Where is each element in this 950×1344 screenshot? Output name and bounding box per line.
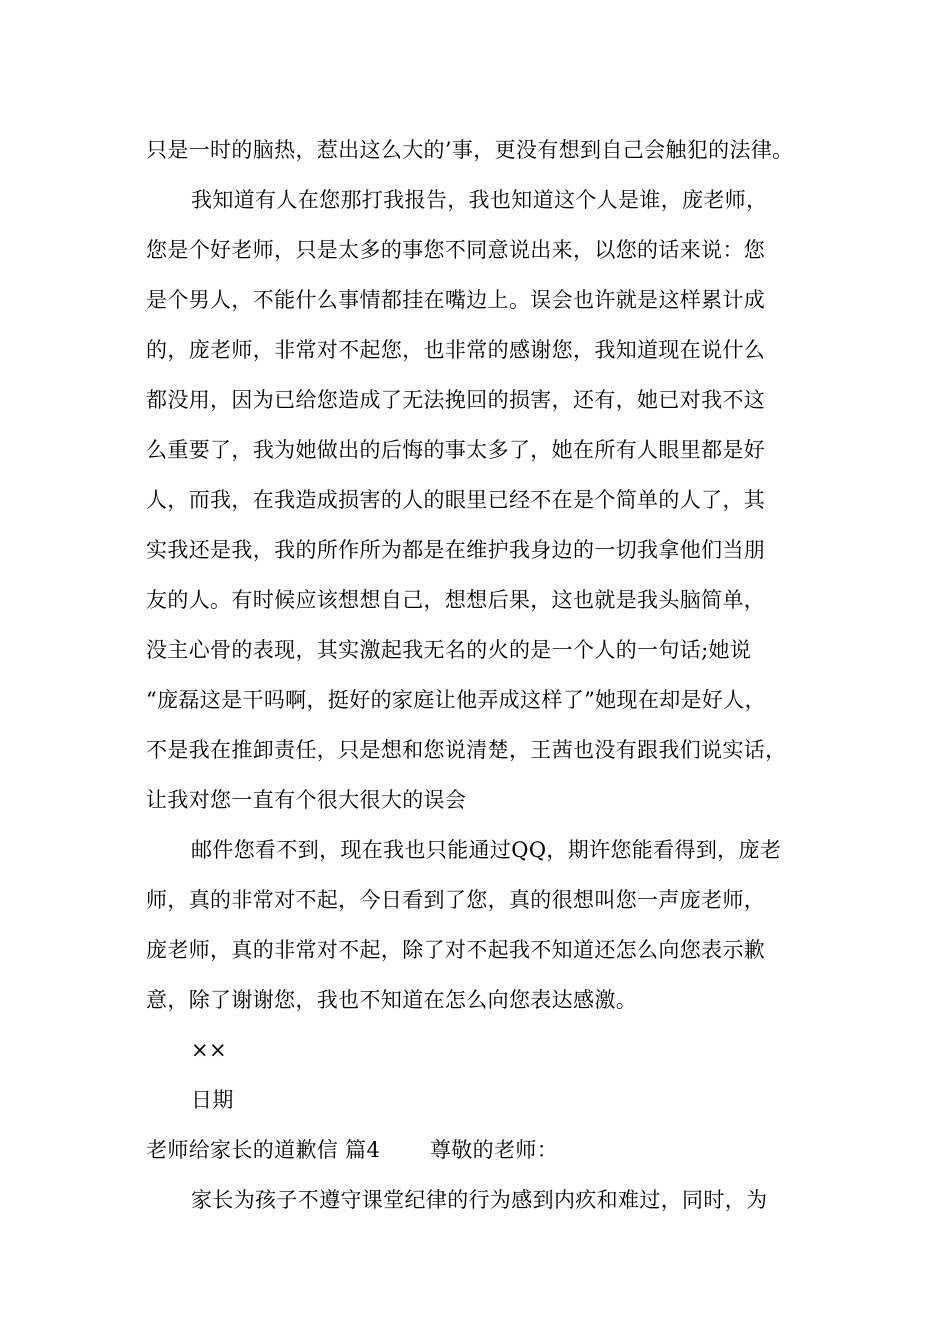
paragraph-line: 让我对您一直有个很大很大的误会 (146, 788, 467, 812)
section-heading: 老师给家长的道歉信 篇4 尊敬的老师： (146, 1138, 559, 1162)
date-label: 日期 (191, 1088, 234, 1112)
paragraph-line: 人，而我，在我造成损害的人的眼里已经不在是个简单的人了，其 (146, 488, 766, 512)
paragraph-line: 邮件您看不到，现在我也只能通过QQ，期许您能看得到，庞老 (191, 838, 782, 862)
paragraph-line: 都没用，因为已给您造成了无法挽回的损害，还有，她已对我不这 (146, 388, 766, 412)
paragraph-line: 友的人。有时候应该想想自己，想想后果，这也就是我头脑简单， (146, 588, 766, 612)
paragraph-line: 我知道有人在您那打我报告，我也知道这个人是谁，庞老师， (191, 188, 768, 212)
paragraph-line: 么重要了，我为她做出的后悔的事太多了，她在所有人眼里都是好 (146, 438, 766, 462)
paragraph-line: 只是一时的脑热，惹出这么大的’事，更没有想到自己会触犯的法律。 (146, 138, 794, 162)
paragraph-line: 是个男人，不能什么事情都挂在嘴边上。误会也许就是这样累计成 (146, 288, 766, 312)
paragraph-line: 意，除了谢谢您，我也不知道在怎么向您表达感激。 (146, 988, 638, 1012)
signature-placeholder: ×× (191, 1038, 227, 1062)
paragraph-line: 庞老师，真的非常对不起，除了对不起我不知道还怎么向您表示歉 (146, 938, 766, 962)
paragraph-line: 您是个好老师，只是太多的事您不同意说出来，以您的话来说：您 (146, 238, 766, 262)
paragraph-line: 实我还是我，我的所作所为都是在维护我身边的一切我拿他们当朋 (146, 538, 766, 562)
paragraph-line: 不是我在推卸责任，只是想和您说清楚，王茜也没有跟我们说实话， (146, 738, 787, 762)
paragraph-line: “庞磊这是干吗啊，挺好的家庭让他弄成这样了”她现在却是好人， (146, 688, 766, 712)
paragraph-line: 没主心骨的表现，其实激起我无名的火的是一个人的一句话;她说 (146, 638, 752, 662)
paragraph-line: 的，庞老师，非常对不起您，也非常的感谢您，我知道现在说什么 (146, 338, 766, 362)
paragraph-line: 家长为孩子不遵守课堂纪律的行为感到内疚和难过，同时，为 (191, 1188, 768, 1212)
paragraph-line: 师，真的非常对不起，今日看到了您，真的很想叫您一声庞老师， (146, 888, 766, 912)
